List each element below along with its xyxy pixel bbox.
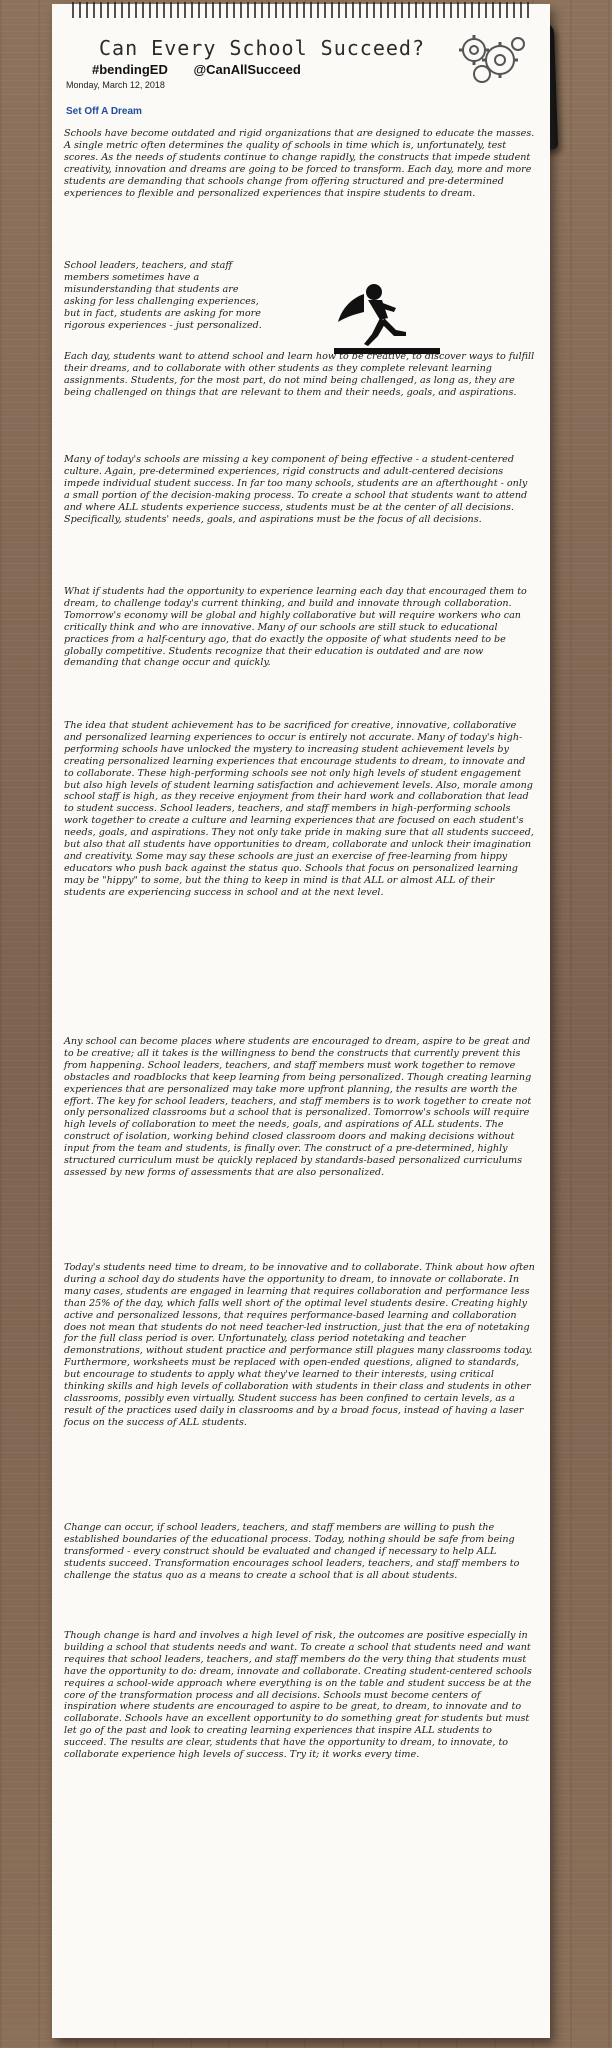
paragraph-5: The idea that student achievement has to be sacrificed for creative, innovative, collaborative and personalized learning experiences to occur is entirely not accurate. Many of today's high-performing schools have unlocked the mystery to increasing student achievement levels by creating personalized learning experiences that encourage students to dream, to innovate and to collaborate. These high-performing schools see not only high levels of student engagement but also high levels of student learning satisfaction and achievement levels. Also, morale among school staff is high, as they receive enjoyment from their hard work and collaboration that lead to student success. School leaders, teachers, and staff members in high-performing schools work together to create a culture and learning experiences that are focused on each student's needs, goals, and aspirations. They not only take pride in making sure that all students succeed, but also that all students have opportunities to dream, collaborate and unlock their imagination and creativity. Some may say these schools are just an exercise of free-learning from hippy educators who push back against the status quo. Schools that focus on personalized learning may be "hippy" to some, but the thing to keep in mind is that ALL or almost ALL of their students are experiencing success in school and at the next level. (64, 720, 534, 898)
blog-title: Can Every School Succeed? (98, 36, 426, 60)
paragraph-8: Change can occur, if school leaders, teachers, and staff members are willing to push the established boundaries of the educational process. Today, nothing should be safe from being transformed - every construct should be evaluated and changed if necessary to help ALL students succeed. Transformation encourages school leaders, teachers, and staff members to challenge the status quo as a means to create a school that is all about students. (64, 1522, 520, 1581)
twitter-handle[interactable]: @CanAllSucceed (193, 62, 301, 77)
paragraph-6: Any school can become places where students are encouraged to dream, aspire to be great and to be creative; all it takes is the willingness to bend the constructs that currently prevent this from happening. School leaders, teachers, and staff members must work together to remove obstacles and roadblocks that keep learning from being personalized. Though creating learning experiences that are personalized may take more upfront planning, the results are worth the effort. The key for school leaders, teachers, and staff members is to work together to create not only personalized classrooms but a school that is personalized. Tomorrow's schools will require high levels of collaboration to meet the needs, goals, and aspirations of ALL students. The construct of isolation, working behind closed classroom doors and making decisions without input from the team and students, is finally over. The construct of a pre-determined, highly structured curriculum must be quickly replaced by standards-based personalized curriculums assessed by new forms of assessments that are also personalized. (64, 1036, 532, 1178)
paragraph-4: What if students had the opportunity to experience learning each day that encouraged them to dream, to challenge today's current thinking, and build and innovate through collaboration. Tomorrow's economy will be global and highly collaborative but will require workers who can critically think and who are innovative. Many of our schools are still stuck to educational practices from a half-century ago, that do exactly the opposite of what students need to be globally competitive. Students recognize that their education is outdated and are now demanding that change occur and quickly. (64, 586, 527, 669)
blog-tags (92, 62, 452, 77)
intro-paragraph: School leaders, teachers, and staff members sometimes have a misunderstanding that students are asking for less challenging experiences, but in fact, students are asking for more rigorous experiences - just personalized. (64, 260, 262, 331)
notepad-page (52, 4, 550, 2038)
post-title[interactable]: Set Off A Dream (66, 106, 142, 117)
paragraph-2: Each day, students want to attend school and learn how to be creative, to discover ways to fulfill their dreams, and to collaborate with other students as they complete relevant learning assignments. Students, for the most part, do not mind being challenged, as long as, they are being challenged on things that are relevant to them and their needs, goals, and aspirations. (64, 351, 535, 398)
paragraph-1: Schools have become outdated and rigid organizations that are designed to educate the masses. A single metric often determines the quality of schools in time which is, unfortunately, test scores. As the needs of students continue to change rapidly, the constructs that impede student creativity, innovation and dreams are going to be forced to transform. Each day, more and more students are demanding that schools change from offering structured and pre-determined experiences to flexible and personalized experiences that inspire students to dream. (64, 128, 535, 199)
gears-logo-icon (452, 30, 532, 86)
paragraph-7: Today's students need time to dream, to be innovative and to collaborate. Think about how often during a school day do students have the opportunity to dream, to innovate or collaborate. In many cases, students are engaged in learning that requires collaboration and performance less than 25% of the day, which falls well short of the optimal level students desire. Creating highly active and personalized lessons, that requires performance-based learning and collaboration does not mean that students do not need teacher-led instruction, just that the era of notetaking for the full class period is over. Unfortunately, class period notetaking and teacher demonstrations, without student practice and performance still plagues many classrooms today. Furthermore, worksheets must be replaced with open-ended questions, aligned to standards, but encourage to students to apply what they've learned to their interests, using critical thinking skills and high levels of collaboration with students in their class and students in other classrooms, possibly even virtually. Student success has been confined to certain levels, as a result of the practices used daily in classrooms and by a broad focus, instead of having a laser focus on the success of ALL students. (64, 1262, 535, 1428)
running-hero-figure-icon (334, 278, 440, 358)
paragraph-3: Many of today's schools are missing a key component of being effective - a student-centered culture. Again, pre-determined experiences, rigid constructs and adult-centered decisions impede individual student success. In far too many schools, students are an afterthought - only a small portion of the decision-making process. To create a school that students want to attend and where ALL students experience success, students must be at the center of all decisions. Specifically, students' needs, goals, and aspirations must be the focus of all decisions. (64, 454, 528, 525)
hashtag[interactable]: #bendingED (92, 62, 168, 77)
paragraph-9: Though change is hard and involves a high level of risk, the outcomes are positive especially in building a school that students needs and want. To create a school that students need and want requires that school leaders, teachers, and staff members do the very thing that students must have the opportunity to do: dream, innovate and collaborate. Creating student-centered schools requires a school-wide approach where everything is on the table and student success be at the core of the transformation process and all decisions. Schools must become centers of inspiration where students are encouraged to aspire to be great, to dream, to innovate and to collaborate. Schools have an excellent opportunity to do something great for students but must let go of the past and look to creating learning experiences that inspire ALL students to succeed. The results are clear, students that have the opportunity to dream, to innovate, to collaborate experience high levels of success. Try it; it works every time. (64, 1630, 532, 1761)
spiral-binding (72, 2, 530, 18)
post-date: Monday, March 12, 2018 (66, 80, 165, 90)
